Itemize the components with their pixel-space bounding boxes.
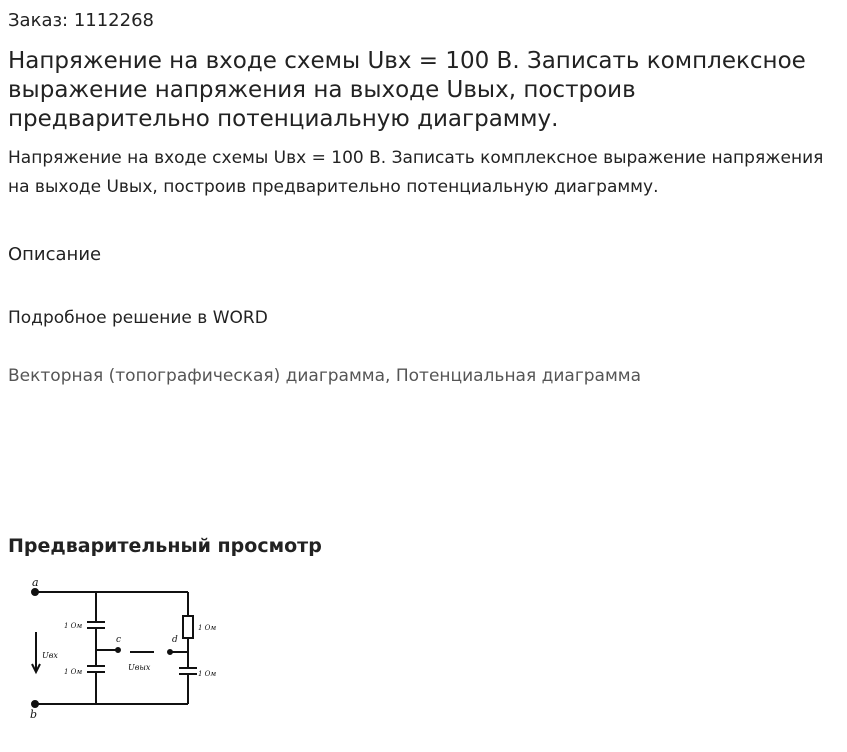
page-title: Напряжение на входе схемы Uвх = 100 В. Записать комплексное выражение напряжения на выходе Uвых, построив предварительно потенциальную диаграмму.: [8, 48, 806, 132]
tag-link-potential-diagram[interactable]: Потенциальная диаграмма: [395, 366, 642, 386]
c2-value-label: 1 Ом: [64, 668, 83, 676]
circuit-diagram: [22, 572, 232, 722]
node-a-label: a: [32, 576, 39, 589]
r-value-label: 1 Ом: [198, 624, 217, 632]
u-in-label: Uвх: [42, 651, 58, 660]
node-d-label: d: [172, 635, 178, 645]
description-label: Описание: [8, 244, 102, 265]
c3-value-label: 1 Ом: [198, 670, 217, 678]
tags-list: [8, 366, 641, 386]
order-number: Заказ: 1112268: [8, 10, 154, 31]
node-c-label: c: [116, 635, 122, 645]
preview-heading: Предварительный просмотр: [8, 535, 322, 557]
node-b-label: b: [30, 708, 38, 721]
circuit-preview-image: [22, 572, 232, 722]
u-out-label: Uвых: [128, 663, 151, 672]
tag-separator: ,: [385, 366, 396, 386]
solution-note: Подробное решение в WORD: [8, 308, 268, 328]
tag-link-vector-diagram[interactable]: Векторная (топографическая) диаграмма: [8, 366, 386, 386]
c1-value-label: 1 Ом: [64, 622, 83, 630]
task-description: Напряжение на входе схемы Uвх = 100 В. Записать комплексное выражение напряжения на выходе Uвых, построив предварительно потенциальную диаграмму.: [8, 148, 824, 197]
